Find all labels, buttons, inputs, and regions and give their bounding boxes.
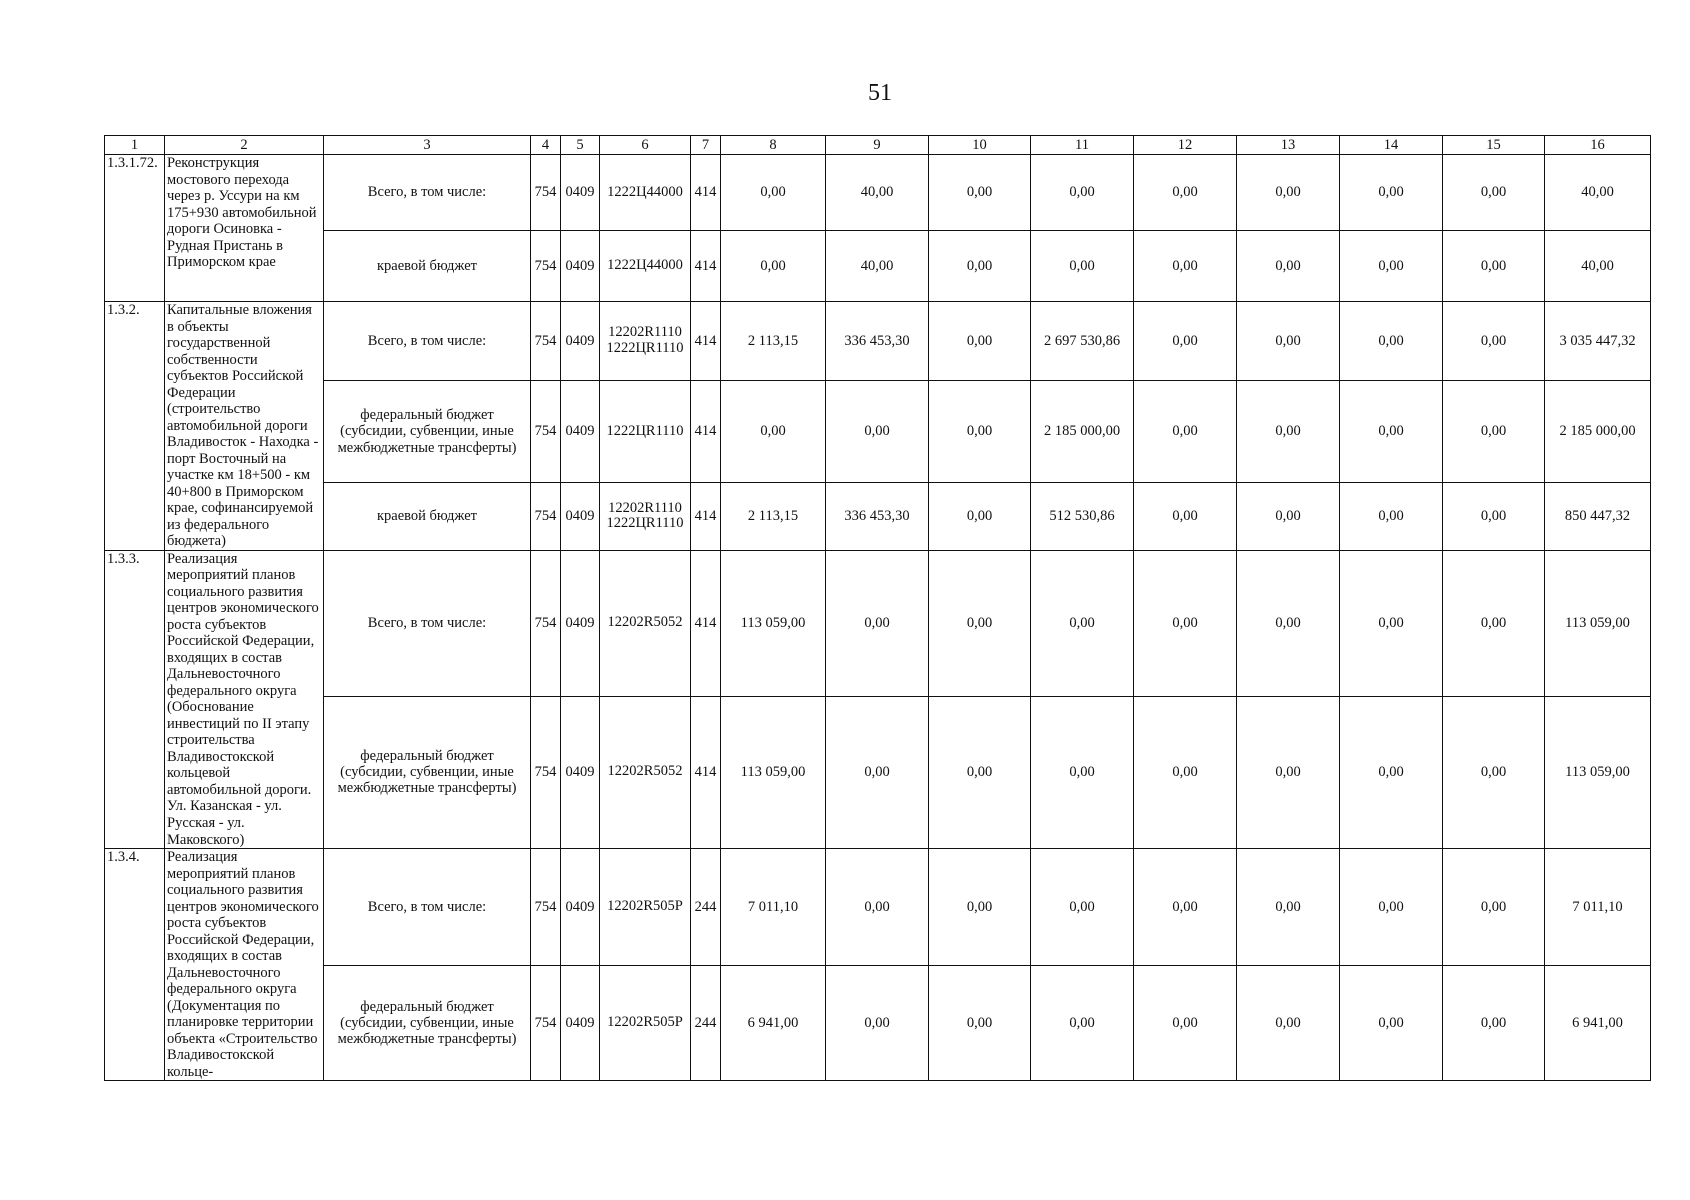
target-article-code-line: 12202R1110 xyxy=(608,323,682,340)
amount-col-16: 2 185 000,00 xyxy=(1545,380,1651,482)
amount-col-9: 0,00 xyxy=(826,849,929,966)
ministry-code: 754 xyxy=(531,696,561,848)
amount-col-11: 0,00 xyxy=(1031,849,1134,966)
amount-col-8: 0,00 xyxy=(721,155,826,231)
column-header-15: 15 xyxy=(1443,136,1545,155)
target-article-code-line: 12202R505P xyxy=(607,898,683,915)
funding-source: федеральный бюджет (субсидии, субвенции, иные межбюджетные трансферты) xyxy=(324,966,531,1081)
ministry-code: 754 xyxy=(531,155,561,231)
amount-col-15: 0,00 xyxy=(1443,849,1545,966)
table-row xyxy=(105,483,1651,551)
column-header-11: 11 xyxy=(1031,136,1134,155)
amount-col-13: 0,00 xyxy=(1237,849,1340,966)
column-header-16: 16 xyxy=(1545,136,1651,155)
expense-type-code: 414 xyxy=(691,155,721,231)
amount-col-8: 113 059,00 xyxy=(721,550,826,696)
column-header-12: 12 xyxy=(1134,136,1237,155)
target-article-code-line: 1222ЦR1110 xyxy=(606,339,684,356)
target-article-code xyxy=(600,380,691,482)
amount-col-11: 2 697 530,86 xyxy=(1031,302,1134,381)
target-article-code xyxy=(600,696,691,848)
amount-col-8: 0,00 xyxy=(721,231,826,302)
funding-source: Всего, в том числе: xyxy=(324,302,531,381)
amount-col-11: 0,00 xyxy=(1031,155,1134,231)
expense-type-code: 414 xyxy=(691,483,721,551)
section-code: 0409 xyxy=(561,483,600,551)
ministry-code: 754 xyxy=(531,483,561,551)
section-code: 0409 xyxy=(561,550,600,696)
amount-col-16: 40,00 xyxy=(1545,155,1651,231)
table-row xyxy=(105,155,1651,231)
funding-source: Всего, в том числе: xyxy=(324,849,531,966)
section-code: 0409 xyxy=(561,302,600,381)
amount-col-9: 336 453,30 xyxy=(826,302,929,381)
column-header-9: 9 xyxy=(826,136,929,155)
table-row xyxy=(105,380,1651,482)
table-row xyxy=(105,966,1651,1081)
column-header-3: 3 xyxy=(324,136,531,155)
amount-col-10: 0,00 xyxy=(929,550,1031,696)
header-row xyxy=(105,136,1651,155)
item-name: Капитальные вложения в объекты государственной собственности субъектов Российской Федерации (строительство автомобильной дороги Владивосток - Находка - порт Восточный на участке км 18+500 - км 40+800 в Приморском крае, софинансируемой из федерального бюджета) xyxy=(165,302,324,551)
item-number: 1.3.3. xyxy=(105,550,165,848)
amount-col-8: 113 059,00 xyxy=(721,696,826,848)
expense-type-code: 414 xyxy=(691,231,721,302)
table-row xyxy=(105,696,1651,848)
ministry-code: 754 xyxy=(531,302,561,381)
amount-col-10: 0,00 xyxy=(929,302,1031,381)
amount-col-12: 0,00 xyxy=(1134,696,1237,848)
target-article-code-line: 12202R5052 xyxy=(607,614,683,631)
amount-col-10: 0,00 xyxy=(929,483,1031,551)
expense-type-code: 414 xyxy=(691,302,721,381)
amount-col-12: 0,00 xyxy=(1134,231,1237,302)
amount-col-8: 2 113,15 xyxy=(721,302,826,381)
column-header-6: 6 xyxy=(600,136,691,155)
amount-col-11: 0,00 xyxy=(1031,550,1134,696)
section-code: 0409 xyxy=(561,849,600,966)
section-code: 0409 xyxy=(561,155,600,231)
amount-col-10: 0,00 xyxy=(929,696,1031,848)
column-header-13: 13 xyxy=(1237,136,1340,155)
amount-col-10: 0,00 xyxy=(929,966,1031,1081)
amount-col-9: 0,00 xyxy=(826,966,929,1081)
amount-col-14: 0,00 xyxy=(1340,849,1443,966)
amount-col-14: 0,00 xyxy=(1340,380,1443,482)
page-number: 51 xyxy=(868,80,892,106)
amount-col-12: 0,00 xyxy=(1134,380,1237,482)
amount-col-15: 0,00 xyxy=(1443,696,1545,848)
amount-col-16: 40,00 xyxy=(1545,231,1651,302)
amount-col-9: 0,00 xyxy=(826,380,929,482)
amount-col-16: 7 011,10 xyxy=(1545,849,1651,966)
target-article-code-line: 12202R505P xyxy=(607,1014,683,1031)
funding-source: Всего, в том числе: xyxy=(324,155,531,231)
section-code: 0409 xyxy=(561,231,600,302)
amount-col-12: 0,00 xyxy=(1134,849,1237,966)
amount-col-8: 7 011,10 xyxy=(721,849,826,966)
amount-col-10: 0,00 xyxy=(929,231,1031,302)
ministry-code: 754 xyxy=(531,231,561,302)
ministry-code: 754 xyxy=(531,849,561,966)
amount-col-8: 0,00 xyxy=(721,380,826,482)
funding-source: федеральный бюджет (субсидии, субвенции, иные межбюджетные трансферты) xyxy=(324,696,531,848)
expense-type-code: 244 xyxy=(691,849,721,966)
amount-col-9: 40,00 xyxy=(826,155,929,231)
amount-col-12: 0,00 xyxy=(1134,550,1237,696)
item-number: 1.3.4. xyxy=(105,849,165,1081)
target-article-code xyxy=(600,302,691,381)
amount-col-16: 850 447,32 xyxy=(1545,483,1651,551)
amount-col-13: 0,00 xyxy=(1237,696,1340,848)
table-row xyxy=(105,849,1651,966)
target-article-code xyxy=(600,483,691,551)
amount-col-14: 0,00 xyxy=(1340,302,1443,381)
amount-col-15: 0,00 xyxy=(1443,302,1545,381)
item-name: Реализация мероприятий планов социального развития центров экономического роста субъектов Российской Федерации, входящих в состав Дальневосточного федерального округа (Документация по планировке территории объекта «Строительство Владивостокской кольце- xyxy=(165,849,324,1081)
target-article-code-line: 1222Ц44000 xyxy=(607,183,683,200)
amount-col-12: 0,00 xyxy=(1134,966,1237,1081)
target-article-code-line: 1222Ц44000 xyxy=(607,257,683,274)
amount-col-16: 3 035 447,32 xyxy=(1545,302,1651,381)
expense-type-code: 414 xyxy=(691,380,721,482)
column-header-7: 7 xyxy=(691,136,721,155)
column-header-1: 1 xyxy=(105,136,165,155)
amount-col-9: 40,00 xyxy=(826,231,929,302)
amount-col-13: 0,00 xyxy=(1237,483,1340,551)
amount-col-15: 0,00 xyxy=(1443,231,1545,302)
amount-col-8: 2 113,15 xyxy=(721,483,826,551)
table-row xyxy=(105,550,1651,696)
column-header-10: 10 xyxy=(929,136,1031,155)
amount-col-9: 0,00 xyxy=(826,550,929,696)
funding-source: краевой бюджет xyxy=(324,483,531,551)
funding-source: краевой бюджет xyxy=(324,231,531,302)
amount-col-9: 0,00 xyxy=(826,696,929,848)
column-header-2: 2 xyxy=(165,136,324,155)
amount-col-14: 0,00 xyxy=(1340,231,1443,302)
amount-col-13: 0,00 xyxy=(1237,231,1340,302)
ministry-code: 754 xyxy=(531,966,561,1081)
funding-source: Всего, в том числе: xyxy=(324,550,531,696)
expense-type-code: 414 xyxy=(691,550,721,696)
budget-table xyxy=(104,135,1651,1081)
amount-col-13: 0,00 xyxy=(1237,966,1340,1081)
amount-col-12: 0,00 xyxy=(1134,483,1237,551)
amount-col-13: 0,00 xyxy=(1237,155,1340,231)
amount-col-10: 0,00 xyxy=(929,155,1031,231)
amount-col-12: 0,00 xyxy=(1134,155,1237,231)
ministry-code: 754 xyxy=(531,550,561,696)
amount-col-11: 0,00 xyxy=(1031,966,1134,1081)
amount-col-12: 0,00 xyxy=(1134,302,1237,381)
expense-type-code: 414 xyxy=(691,696,721,848)
amount-col-15: 0,00 xyxy=(1443,380,1545,482)
amount-col-16: 113 059,00 xyxy=(1545,550,1651,696)
amount-col-13: 0,00 xyxy=(1237,302,1340,381)
column-header-4: 4 xyxy=(531,136,561,155)
column-header-5: 5 xyxy=(561,136,600,155)
column-header-8: 8 xyxy=(721,136,826,155)
section-code: 0409 xyxy=(561,380,600,482)
table-row xyxy=(105,231,1651,302)
target-article-code-line: 12202R1110 xyxy=(608,499,682,516)
item-number: 1.3.2. xyxy=(105,302,165,551)
table-row xyxy=(105,302,1651,381)
expense-type-code: 244 xyxy=(691,966,721,1081)
amount-col-14: 0,00 xyxy=(1340,155,1443,231)
target-article-code-line: 1222ЦR1110 xyxy=(606,422,684,439)
amount-col-11: 512 530,86 xyxy=(1031,483,1134,551)
amount-col-11: 0,00 xyxy=(1031,231,1134,302)
amount-col-10: 0,00 xyxy=(929,849,1031,966)
amount-col-14: 0,00 xyxy=(1340,550,1443,696)
amount-col-11: 2 185 000,00 xyxy=(1031,380,1134,482)
amount-col-15: 0,00 xyxy=(1443,550,1545,696)
amount-col-11: 0,00 xyxy=(1031,696,1134,848)
column-header-14: 14 xyxy=(1340,136,1443,155)
amount-col-16: 6 941,00 xyxy=(1545,966,1651,1081)
amount-col-10: 0,00 xyxy=(929,380,1031,482)
amount-col-13: 0,00 xyxy=(1237,380,1340,482)
item-name: Реконструкция мостового перехода через р. Уссури на км 175+930 автомобильной дороги Осиновка - Рудная Пристань в Приморском крае xyxy=(165,155,324,302)
amount-col-14: 0,00 xyxy=(1340,696,1443,848)
target-article-code-line: 1222ЦR1110 xyxy=(606,515,684,532)
item-name: Реализация мероприятий планов социального развития центров экономического роста субъектов Российской Федерации, входящих в состав Дальневосточного федерального округа (Обоснование инвестиций по II этапу строительства Владивостокской кольцевой автомобильной дороги. Ул. Казанская - ул. Русская - ул. Маковского) xyxy=(165,550,324,848)
amount-col-15: 0,00 xyxy=(1443,966,1545,1081)
amount-col-9: 336 453,30 xyxy=(826,483,929,551)
amount-col-14: 0,00 xyxy=(1340,483,1443,551)
funding-source: федеральный бюджет (субсидии, субвенции, иные межбюджетные трансферты) xyxy=(324,380,531,482)
amount-col-14: 0,00 xyxy=(1340,966,1443,1081)
amount-col-15: 0,00 xyxy=(1443,155,1545,231)
target-article-code xyxy=(600,849,691,966)
target-article-code xyxy=(600,966,691,1081)
target-article-code xyxy=(600,231,691,302)
target-article-code xyxy=(600,550,691,696)
table-body xyxy=(105,155,1651,1081)
amount-col-15: 0,00 xyxy=(1443,483,1545,551)
section-code: 0409 xyxy=(561,966,600,1081)
amount-col-8: 6 941,00 xyxy=(721,966,826,1081)
amount-col-13: 0,00 xyxy=(1237,550,1340,696)
section-code: 0409 xyxy=(561,696,600,848)
target-article-code xyxy=(600,155,691,231)
amount-col-16: 113 059,00 xyxy=(1545,696,1651,848)
target-article-code-line: 12202R5052 xyxy=(607,763,683,780)
ministry-code: 754 xyxy=(531,380,561,482)
item-number: 1.3.1.72. xyxy=(105,155,165,302)
